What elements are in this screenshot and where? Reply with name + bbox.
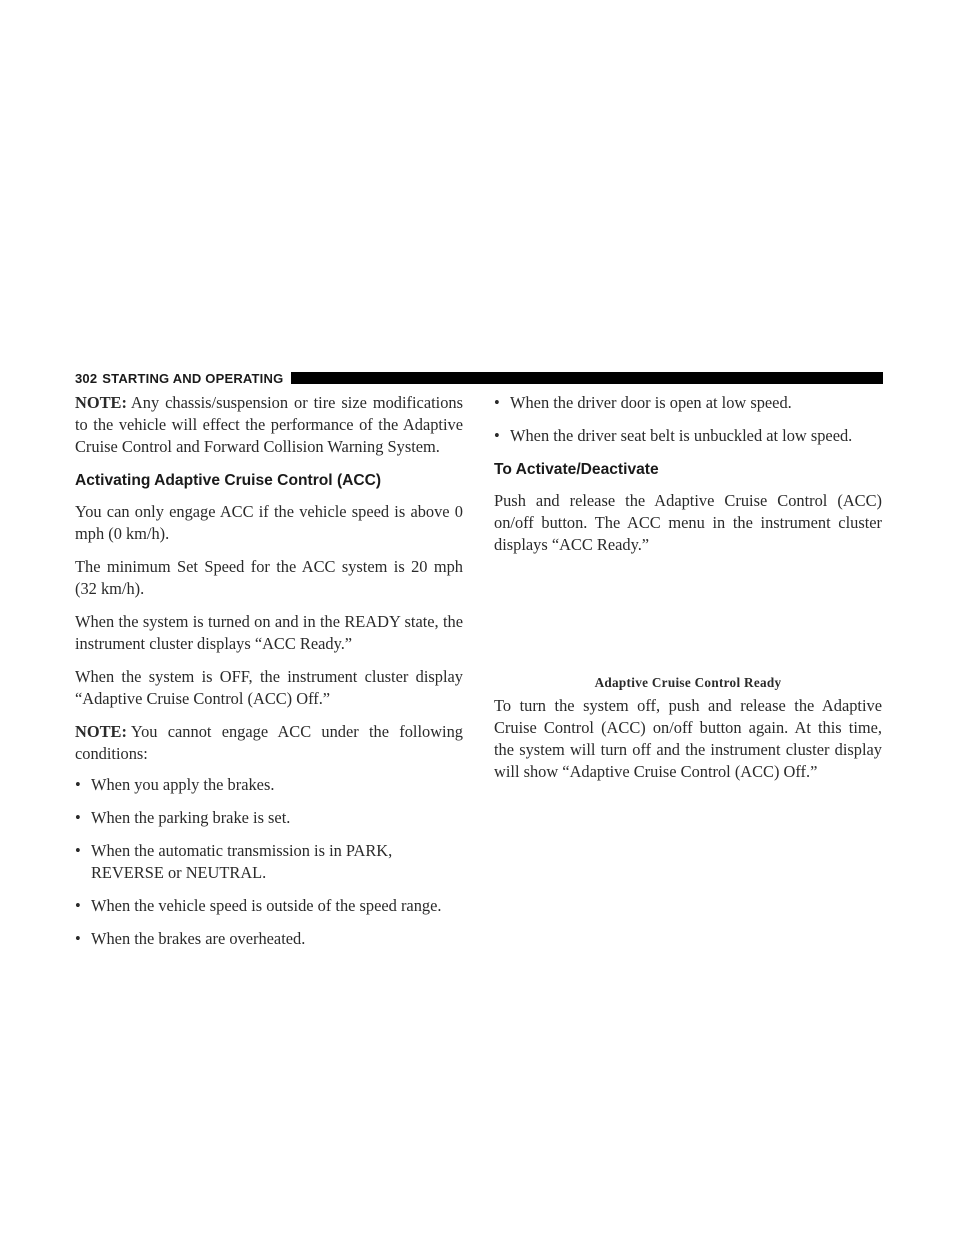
list-item: [75, 840, 463, 884]
heading-activating-acc: Activating Adaptive Cruise Control (ACC): [75, 472, 382, 489]
conditions-list-continued: [494, 392, 882, 447]
list-item-text: When the vehicle speed is outside of the speed range.: [91, 896, 442, 915]
left-column: [75, 392, 463, 950]
list-item: [75, 928, 463, 950]
paragraph-minimum-set-speed: The minimum Set Speed for the ACC system is 20 mph (32 km/h).: [75, 557, 463, 598]
paragraph-activate: Push and release the Adaptive Cruise Control (ACC) on/off button. The ACC menu in the instrument cluster displays “ACC Ready.”: [494, 491, 882, 554]
list-item-text: When the driver seat belt is unbuckled at low speed.: [510, 426, 853, 445]
list-item-text: When the parking brake is set.: [91, 808, 291, 827]
list-item-text: When the automatic transmission is in PARK, REVERSE or NEUTRAL.: [91, 841, 393, 882]
note-text: Any chassis/suspension or tire size modifications to the vehicle will effect the performance of the Adaptive Cruise Control and Forward Collision Warning System.: [75, 393, 463, 456]
note-label: NOTE:: [75, 722, 127, 741]
figure-acc-ready-display: [494, 556, 882, 666]
list-item: [494, 425, 882, 447]
conditions-list: [75, 774, 463, 950]
note-label: NOTE:: [75, 393, 127, 412]
bullet-icon: •: [75, 808, 81, 827]
list-item: [75, 807, 463, 829]
bullet-icon: •: [75, 841, 81, 860]
heading-activate-deactivate: To Activate/Deactivate: [494, 461, 659, 478]
paragraph-engage-speed: You can only engage ACC if the vehicle speed is above 0 mph (0 km/h).: [75, 502, 463, 543]
note-text: You cannot engage ACC under the following conditions:: [75, 722, 463, 763]
list-item: [75, 895, 463, 917]
right-column: [494, 392, 882, 783]
bullet-icon: •: [75, 896, 81, 915]
page-number: 302: [75, 370, 98, 386]
paragraph-turn-off: To turn the system off, push and release the Adaptive Cruise Control (ACC) on/off button again. At this time, the system will turn off and the instrument cluster display will show “Adaptive Cruise Control (ACC) Off.”: [494, 696, 882, 781]
figure-caption: Adaptive Cruise Control Ready: [594, 675, 782, 690]
note-chassis-modifications: [75, 392, 463, 458]
bullet-icon: •: [75, 929, 81, 948]
paragraph-ready-state: When the system is turned on and in the READY state, the instrument cluster displays “ACC Ready.”: [75, 612, 463, 653]
note-cannot-engage: [75, 721, 463, 765]
list-item-text: When the brakes are overheated.: [91, 929, 306, 948]
list-item: [494, 392, 882, 414]
page-header: [75, 369, 883, 387]
list-item-text: When you apply the brakes.: [91, 775, 275, 794]
bullet-icon: •: [494, 426, 500, 445]
paragraph-off-state: When the system is OFF, the instrument cluster display “Adaptive Cruise Control (ACC) Off.”: [75, 667, 463, 708]
list-item: [75, 774, 463, 796]
section-title: STARTING AND OPERATING: [102, 370, 284, 386]
header-rule: [291, 372, 883, 384]
list-item-text: When the driver door is open at low speed.: [510, 393, 792, 412]
bullet-icon: •: [494, 393, 500, 412]
bullet-icon: •: [75, 775, 81, 794]
